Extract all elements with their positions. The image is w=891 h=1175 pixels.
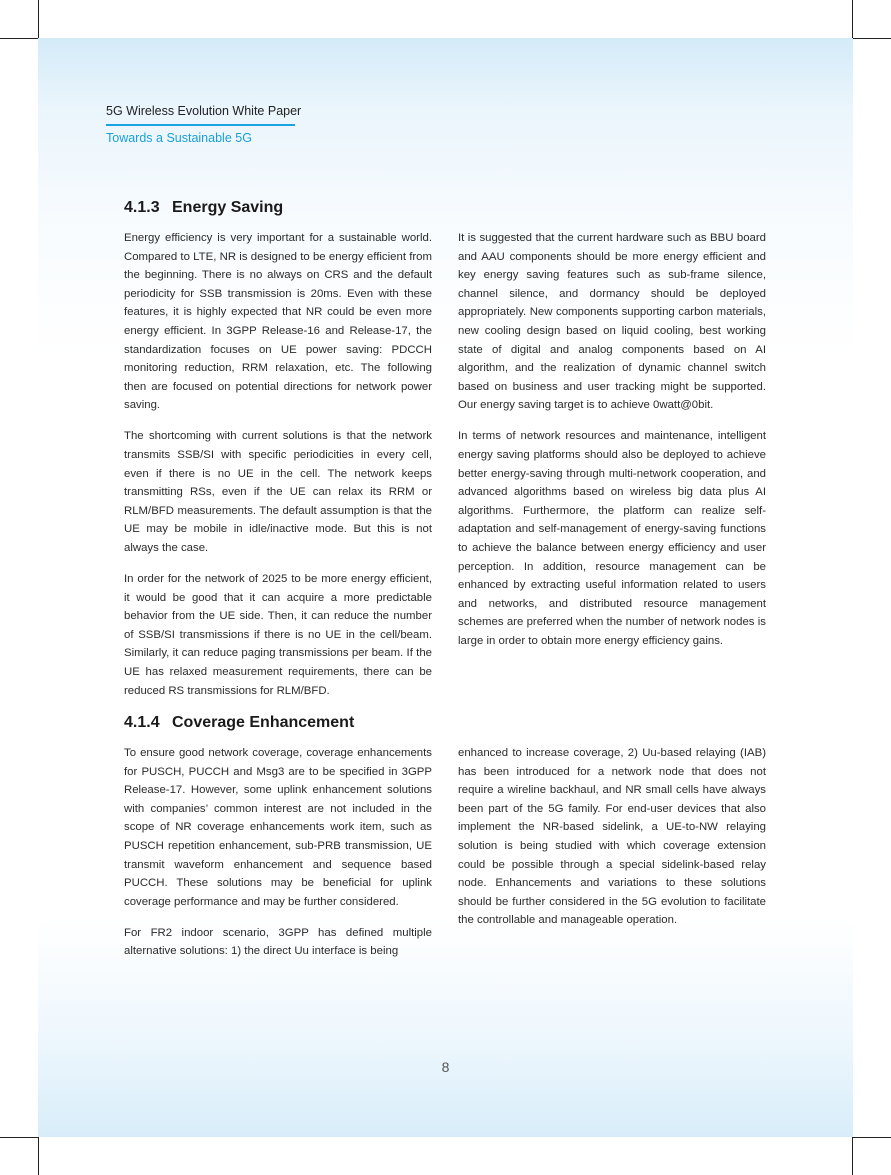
coverage-enhancement-right-column (458, 744, 766, 942)
section-heading-energy-saving (124, 199, 283, 217)
crop-mark-bottom-left-horizontal (0, 1137, 38, 1138)
crop-mark-top-right-vertical (852, 0, 853, 38)
paragraph: enhanced to increase coverage, 2) Uu-based relaying (IAB) has been introduced for a network node that does not require a wireline backhaul, and NR small cells have always been part of the 5G family. For end-user devices that also implement the NR-based sidelink, a UE-to-NW relaying solution is being studied with which coverage extension could be possible through a special sidelink-based relay node. Enhancements and variations to these solutions should be further considered in the 5G evolution to facilitate the controllable and manageable operation. (458, 747, 766, 927)
section-number: 4.1.4 (124, 714, 160, 731)
paragraph: The shortcoming with current solutions is that the network transmits SSB/SI with specific periodicities in every cell, even if there is no UE in the cell. The network keeps transmitting RSs, even if the UE can relax its RRM or RLM/BFD measurements. The default assumption is that the UE may be mobile in idle/inactive mode. But this is not always the case. (124, 430, 432, 554)
paragraph: In order for the network of 2025 to be more energy efficient, it would be good that it can acquire a more predictable behavior from the UE side. Then, it can reduce the number of SSB/SI transmissions if there is no UE in the cell/beam. Similarly, it can reduce paging transmissions per beam. If the UE has relaxed measurement requirements, there can be reduced RS transmissions for RLM/BFD. (124, 573, 432, 697)
running-header-title: 5G Wireless Evolution White Paper (106, 104, 302, 118)
section-title: Coverage Enhancement (172, 714, 355, 731)
paragraph: To ensure good network coverage, coverage enhancements for PUSCH, PUCCH and Msg3 are to be specified in 3GPP Release-17. However, some uplink enhancement solutions with companies’ common interest are not included in the scope of NR coverage enhancements work item, such as PUSCH repetition enhancement, sub-PRB transmission, UE transmit waveform enhancement and sequence based PUCCH. These solutions may be beneficial for uplink coverage performance and may be further considered. (124, 747, 432, 908)
running-header-subtitle: Towards a Sustainable 5G (106, 131, 252, 145)
crop-mark-top-left-vertical (38, 0, 39, 38)
paragraph: In terms of network resources and maintenance, intelligent energy saving platforms should also be deployed to achieve better energy-saving through multi-network cooperation, and advanced algorithms based on wireless big data plus AI algorithms. Furthermore, the platform can realize self-adaptation and self-management of energy-saving functions to achieve the balance between energy efficiency and user perception. In addition, resource management can be enhanced by extracting useful information related to users and networks, and distributed resource management schemes are preferred when the number of network nodes is large in order to obtain more energy efficiency gains. (458, 430, 766, 647)
crop-mark-top-right-horizontal (853, 38, 891, 39)
paragraph: For FR2 indoor scenario, 3GPP has defined multiple alternative solutions: 1) the direct Uu interface is being (124, 926, 432, 958)
page-number: 8 (441, 1059, 450, 1075)
crop-mark-top-left-horizontal (0, 38, 38, 39)
coverage-enhancement-left-column (124, 744, 432, 974)
crop-mark-bottom-left-vertical (38, 1137, 39, 1175)
crop-mark-bottom-right-vertical (852, 1137, 853, 1175)
crop-mark-bottom-right-horizontal (853, 1137, 891, 1138)
header-divider (106, 124, 295, 126)
energy-saving-left-column (124, 229, 432, 713)
section-number: 4.1.3 (124, 199, 160, 216)
section-title: Energy Saving (172, 199, 284, 216)
energy-saving-right-column (458, 229, 766, 663)
paragraph: It is suggested that the current hardware such as BBU board and AAU components should be more energy efficient and key energy saving features such as sub-frame silence, channel silence, and dormancy should be deployed appropriately. New components supporting carbon materials, new cooling design based on liquid cooling, best working state of digital and analog components based on AI algorithm, and the realization of dynamic channel switch based on business and user tracking might be supported. Our energy saving target is to achieve 0watt@0bit. (458, 232, 766, 412)
section-heading-coverage-enhancement (124, 714, 354, 732)
paragraph: Energy efficiency is very important for a sustainable world. Compared to LTE, NR is designed to be energy efficient from the beginning. There is no always on CRS and the default periodicity for SSB transmission is 20ms. Even with these features, it is highly expected that NR could be even more energy efficient. In 3GPP Release-16 and Release-17, the standardization focuses on UE power saving: PDCCH monitoring reduction, RRM relaxation, etc. The following then are focused on potential directions for network power saving. (124, 232, 432, 412)
